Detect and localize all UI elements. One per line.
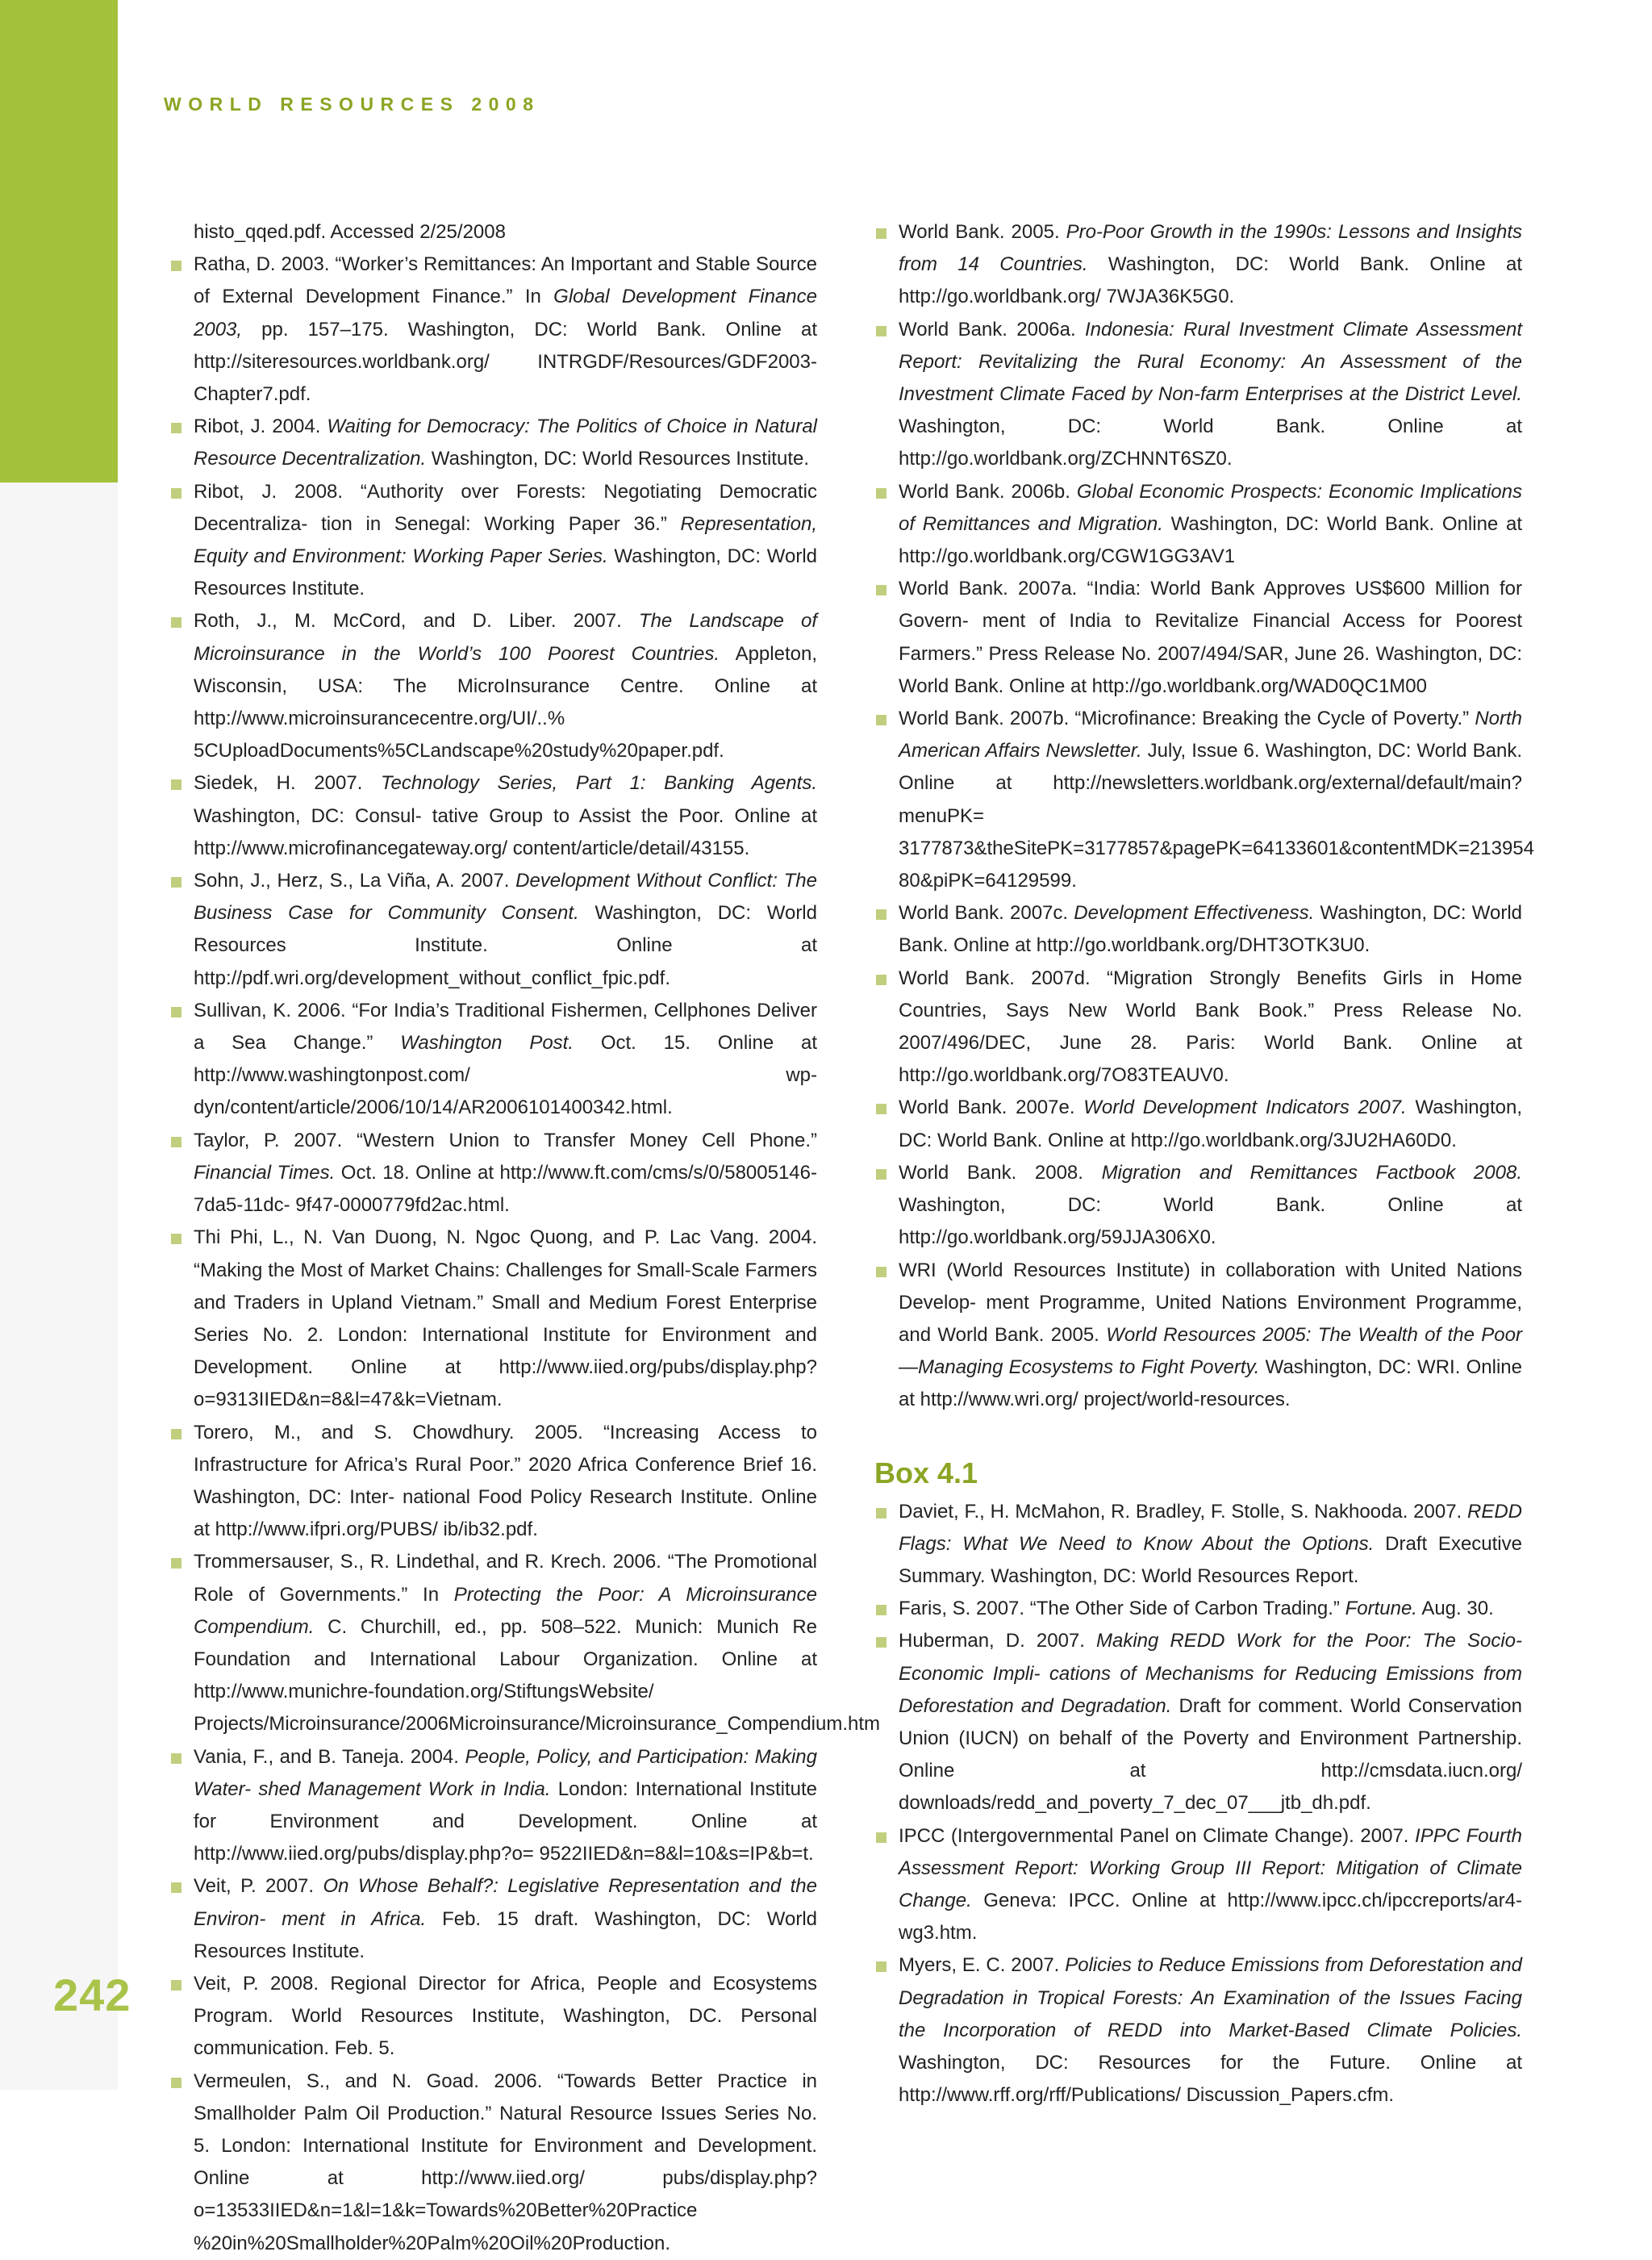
box-heading: Box 4.1 [874, 1456, 978, 1489]
bullet-square-icon [876, 1961, 886, 1972]
reference-list-box [874, 1496, 1522, 2112]
reference-title: The Landscape of Microinsurance in the World’s 100 Poorest Countries. [194, 610, 817, 665]
bullet-square-icon [171, 1558, 181, 1569]
reference-item [169, 1870, 817, 1968]
bullet-square-icon [171, 1429, 181, 1439]
reference-item [874, 1625, 1522, 1819]
bullet-square-icon [876, 715, 886, 725]
reference-item [874, 1820, 1522, 1950]
reference-lead: World Bank. 2005. [899, 221, 1066, 243]
reference-title: Financial Times. [194, 1161, 336, 1184]
reference-tail: Washington, DC: World Resources Institute. Online at http://pdf.wri.org/development_without_conflict_fpic.pdf. [194, 902, 817, 989]
reference-title: Development Without Conflict: The Business Case for Community Consent. [194, 870, 817, 925]
reference-lead: Ribot, J. 2004. [194, 416, 327, 438]
reference-title: Pro-Poor Growth in the 1990s: Lessons and Insights from 14 Countries. [899, 221, 1523, 276]
reference-lead: World Bank. 2007d. “Migration Strongly Benefits Girls in Home Countries, Says New World Bank Book.” Press Release No. 2007/496/DEC, June 28. Paris: World Bank. Online at http://go.worldbank.org/7O83TEAUV0. [899, 967, 1522, 1087]
reference-item [874, 216, 1522, 314]
running-head: WORLD RESOURCES 2008 [164, 94, 540, 115]
reference-item [169, 767, 817, 865]
reference-item [169, 865, 817, 995]
reference-title: Representation, Equity and Environment: Working Paper Series. [194, 512, 817, 568]
bullet-square-icon [876, 1267, 886, 1277]
reference-tail: C. Churchill, ed., pp. 508–522. Munich: Munich Re Foundation and International Labour Organization. Online at http://www.munichre-foundation.org/StiftungsWebsite/ Projects/Microinsurance/2006Microinsurance/Microinsurance_Compendium.htm [194, 1615, 881, 1736]
reference-item [169, 411, 817, 475]
bullet-square-icon [876, 488, 886, 499]
reference-tail: Draft for comment. World Conservation Union (IUCN) on behalf of the Poverty and Environment Partnership. Online at http://cmsdata.iucn.org/ downloads/redd_and_poverty_7_dec_07___jtb_dh.pdf. [899, 1694, 1522, 1815]
reference-list-right [874, 216, 1535, 1417]
reference-title: North American Affairs Newsletter. [899, 708, 1522, 762]
reference-title: Fortune. [1345, 1598, 1417, 1620]
bullet-square-icon [171, 779, 181, 790]
bullet-square-icon [876, 1637, 886, 1648]
reference-item [874, 1255, 1522, 1417]
page-number: 242 [53, 1970, 131, 2020]
reference-lead: Torero, M., and S. Chowdhury. 2005. “Increasing Access to Infrastructure for Africa’s Rural Poor.” 2020 Africa Conference Brief 16. Washington, DC: Inter- national Food Policy Research Institute. Online at http://www.ifpri.org/PUBS/ ib/ib32.pdf. [194, 1421, 817, 1541]
reference-lead: World Bank. 2007b. “Microfinance: Breaking the Cycle of Poverty.” [899, 708, 1475, 730]
reference-title: World Resources 2005: The Wealth of the Poor—Managing Ecosystems to Fight Poverty. [899, 1323, 1522, 1379]
bullet-square-icon [171, 261, 181, 271]
reference-tail: Feb. 15 draft. Washington, DC: World Resources Institute. [194, 1907, 817, 1962]
left-column [169, 216, 881, 2260]
bullet-square-icon [171, 1753, 181, 1764]
reference-tail: July, Issue 6. Washington, DC: World Bank. Online at http://newsletters.worldbank.org/external/default/main?menuPK= 3177873&theSitePK=3177857&pagePK=64133601&contentMDK=213954 80&piPK=64129599. [899, 740, 1535, 892]
reference-tail: Geneva: IPCC. Online at http://www.ipcc.ch/ipccreports/ar4-wg3.htm. [899, 1889, 1522, 1945]
reference-title: Global Economic Prospects: Economic Implications of Remittances and Migration. [899, 480, 1522, 535]
reference-item [169, 1546, 881, 1740]
reference-item [169, 995, 817, 1125]
bullet-square-icon [876, 909, 886, 920]
margin-strip [0, 482, 118, 2090]
reference-title: Policies to Reduce Emissions from Deforestation and Degradation in Tropical Forests: An Examination of the Issues Facing the Incorporation of REDD into Market-Based Climate Policies. [899, 1954, 1523, 2041]
reference-item [169, 249, 817, 411]
reference-lead: World Bank. 2006a. [899, 318, 1086, 340]
bullet-square-icon [876, 1605, 886, 1615]
bullet-square-icon [876, 228, 886, 239]
bullet-square-icon [876, 1832, 886, 1843]
reference-title: Protecting the Poor: A Microinsurance Compendium. [194, 1583, 817, 1638]
reference-item [874, 1496, 1522, 1594]
reference-item [874, 1593, 1522, 1625]
bullet-square-icon [876, 585, 886, 595]
reference-title: People, Policy, and Participation: Making Water- shed Management Work in India. [194, 1745, 817, 1800]
bullet-square-icon [171, 488, 181, 499]
reference-title: Indonesia: Rural Investment Climate Assessment Report: Revitalizing the Rural Economy: An Assessment of the Investment Climate Faced by Non-farm Enterprises at the District Level. [899, 318, 1522, 406]
reference-tail: Appleton, Wisconsin, USA: The MicroInsurance Centre. Online at http://www.microinsurancecentre.org/UI/..% 5CUploadDocuments%5CLandscape%20study%20paper.pdf. [194, 642, 817, 762]
bullet-square-icon [876, 975, 886, 985]
bullet-square-icon [171, 2078, 181, 2088]
reference-lead: Taylor, P. 2007. “Western Union to Transfer Money Cell Phone.” [194, 1129, 817, 1151]
reference-title: World Development Indicators 2007. [1083, 1097, 1407, 1119]
reference-lead: World Bank. 2008. [899, 1161, 1102, 1184]
reference-lead: Ratha, D. 2003. “Worker’s Remittances: An Important and Stable Source of External Development Finance.” In [194, 253, 817, 308]
reference-lead: World Bank. 2007a. “India: World Bank Approves US$600 Million for Govern- ment of India to Revitalize Financial Access for Poorest Farmers.” Press Release No. 2007/494/SAR, June 26. Washington, DC: World Bank. Online at http://go.worldbank.org/WAD0QC1M00 [899, 578, 1522, 697]
reference-title: Technology Series, Part 1: Banking Agents. [381, 772, 817, 795]
reference-item [874, 573, 1522, 703]
reference-tail: Washington, DC: World Bank. Online at http://go.worldbank.org/ 7WJA36K5G0. [899, 253, 1522, 308]
reference-title: On Whose Behalf?: Legislative Representation and the Environ- ment in Africa. [194, 1875, 817, 1930]
reference-tail: Oct. 15. Online at http://www.washingtonpost.com/ wp-dyn/content/article/2006/10/14/AR2006101400342.html. [194, 1032, 817, 1119]
reference-item [169, 2066, 817, 2260]
bullet-square-icon [171, 1882, 181, 1893]
reference-lead: World Bank. 2007e. [899, 1097, 1084, 1119]
reference-item [874, 1092, 1522, 1156]
bullet-square-icon [876, 1169, 886, 1180]
reference-lead: Thi Phi, L., N. Van Duong, N. Ngoc Quong, and P. Lac Vang. 2004. “Making the Most of Market Chains: Challenges for Small-Scale Farmers and Traders in Upland Vietnam.” Small and Medium Forest Enterprise Series No. 2. London: International Institute for Environment and Development. Online at http://www.iied.org/pubs/display.php?o=9313IIED&n=8&l=47&k=Vietnam. [194, 1226, 817, 1411]
reference-item [874, 963, 1522, 1092]
bullet-square-icon [171, 1234, 181, 1244]
reference-title: Migration and Remittances Factbook 2008. [1101, 1161, 1522, 1184]
reference-lead: Sullivan, K. 2006. “For India’s Traditional Fishermen, Cellphones Deliver a Sea Change.” [194, 999, 817, 1055]
reference-item [169, 1741, 817, 1871]
bullet-square-icon [171, 423, 181, 433]
reference-lead: Vania, F., and B. Taneja. 2004. [194, 1745, 465, 1768]
reference-title: Waiting for Democracy: The Politics of Choice in Natural Resource Decentralization. [194, 416, 817, 470]
reference-lead: Veit, P. 2008. Regional Director for Africa, People and Ecosystems Program. World Resources Institute, Washington, DC. Personal communication. Feb. 5. [194, 1972, 817, 2060]
reference-lead: Siedek, H. 2007. [194, 772, 382, 795]
reference-tail: Washington, DC: Consul- tative Group to Assist the Poor. Online at http://www.microfinancegateway.org/ content/article/detail/43155. [194, 804, 817, 859]
reference-tail: Oct. 18. Online at http://www.ft.com/cms/s/0/58005146-7da5-11dc- 9f47-0000779fd2ac.html. [194, 1161, 817, 1217]
reference-lead: Ribot, J. 2008. “Authority over Forests: Negotiating Democratic Decentraliza- tion in Senegal: Working Paper 36.” [194, 480, 817, 535]
reference-tail: Draft Executive Summary. Washington, DC: World Resources Report. [899, 1532, 1522, 1587]
reference-lead: Trommersauser, S., R. Lindethal, and R. Krech. 2006. “The Promotional Role of Governments.” In [194, 1551, 817, 1606]
reference-item [169, 476, 817, 606]
reference-item [874, 1157, 1522, 1255]
reference-item [874, 897, 1522, 962]
reference-lead: Faris, S. 2007. “The Other Side of Carbon Trading.” [899, 1598, 1345, 1620]
reference-tail: Washington, DC: World Bank. Online at http://go.worldbank.org/ZCHNNT6SZ0. [899, 416, 1522, 470]
reference-tail: Washington, DC: World Resources Institute. [426, 448, 809, 470]
reference-tail: Washington, DC: World Bank. Online at http://go.worldbank.org/CGW1GG3AV1 [899, 512, 1523, 568]
bullet-square-icon [876, 1104, 886, 1114]
bullet-square-icon [171, 617, 181, 628]
reference-lead: Daviet, F., H. McMahon, R. Bradley, F. Stolle, S. Nakhooda. 2007. [899, 1500, 1467, 1523]
reference-lead: Vermeulen, S., and N. Goad. 2006. “Towards Better Practice in Smallholder Palm Oil Production.” Natural Resource Issues Series No. 5. London: International Institute for Environment and Development. Online at http://www.iied.org/ pubs/display.php?o=13533IIED&n=1&l=1&k=Towards%20Better%20Practice %20in%20Smallholder%20Palm%20Oil%20Production. [194, 2070, 817, 2254]
reference-title: Making REDD Work for the Poor: The Socio-Economic Impli- cations of Mechanisms for Reducing Emissions from Deforestation and Degradation. [899, 1630, 1522, 1717]
reference-tail: Washington, DC: World Bank. Online at http://go.worldbank.org/DHT3OTK3U0. [899, 902, 1523, 957]
reference-tail: London: International Institute for Environment and Development. Online at http://www.iied.org/pubs/display.php?o= 9522IIED&n=8&l=10&s=IP&b=t. [194, 1778, 818, 1865]
reference-tail: Washington, DC: Resources for the Future. Online at http://www.rff.org/rff/Publications/ Discussion_Papers.cfm. [899, 2051, 1522, 2107]
reference-tail: pp. 157–175. Washington, DC: World Bank. Online at http://siteresources.worldbank.org/ INTRGDF/Resources/GDF2003-Chapter7.pdf. [194, 318, 817, 406]
reference-item [169, 1125, 817, 1222]
reference-item [874, 703, 1535, 897]
reference-tail: Washington, DC: World Resources Institute. [194, 545, 817, 600]
reference-lead: Huberman, D. 2007. [899, 1630, 1096, 1652]
bullet-square-icon [171, 877, 181, 888]
reference-lead: Myers, E. C. 2007. [899, 1954, 1066, 1977]
reference-lead: Roth, J., M. McCord, and D. Liber. 2007. [194, 610, 639, 633]
reference-title: Development Effectiveness. [1074, 902, 1315, 925]
accent-bar [0, 0, 118, 482]
bullet-square-icon [171, 1980, 181, 1991]
bullet-square-icon [876, 326, 886, 336]
reference-tail: Washington, DC: World Bank. Online at http://go.worldbank.org/59JJA306X0. [899, 1194, 1522, 1249]
bullet-square-icon [876, 1508, 886, 1519]
reference-item [169, 605, 817, 767]
reference-tail: Aug. 30. [1416, 1598, 1494, 1620]
reference-lead: World Bank. 2006b. [899, 480, 1077, 503]
reference-title: REDD Flags: What We Need to Know About the Options. [899, 1500, 1522, 1555]
reference-lead: IPCC (Intergovernmental Panel on Climate Change). 2007. [899, 1824, 1416, 1847]
reference-tail: Washington, DC: WRI. Online at http://www.wri.org/ project/world-resources. [899, 1356, 1522, 1411]
reference-tail: Washington, DC: World Bank. Online at http://go.worldbank.org/3JU2HA60D0. [899, 1097, 1523, 1151]
reference-item [874, 476, 1522, 574]
reference-item [874, 314, 1522, 476]
reference-list-left [169, 249, 881, 2260]
reference-title: Washington Post. [400, 1032, 574, 1055]
reference-title: Global Development Finance 2003, [194, 286, 817, 340]
reference-item [169, 1417, 817, 1547]
bullet-square-icon [171, 1137, 181, 1147]
continuation-text: histo_qqed.pdf. Accessed 2/25/2008 [194, 221, 506, 243]
reference-lead: World Bank. 2007c. [899, 902, 1074, 925]
reference-lead: Veit, P. 2007. [194, 1875, 323, 1898]
reference-lead: Sohn, J., Herz, S., La Viña, A. 2007. [194, 870, 516, 892]
reference-title: IPPC Fourth Assessment Report: Working Group III Report: Mitigation of Climate Change. [899, 1824, 1523, 1911]
right-column [874, 216, 1535, 2112]
reference-item [169, 1968, 817, 2066]
reference-item [169, 1222, 817, 1416]
reference-lead: WRI (World Resources Institute) in collaboration with United Nations Develop- ment Programme, United Nations Environment Programme, and World Bank. 2005. [899, 1259, 1522, 1346]
bullet-square-icon [171, 1007, 181, 1017]
reference-item [874, 1949, 1522, 2112]
